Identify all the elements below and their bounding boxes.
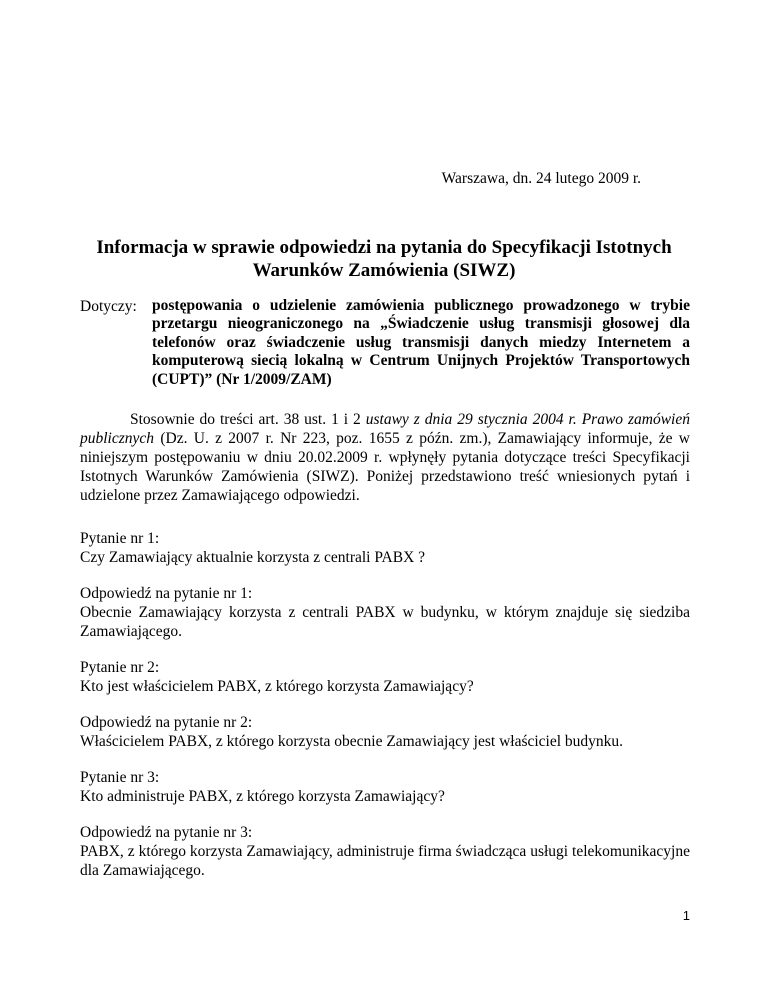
title-line-2: Warunków Zamówienia (SIWZ) xyxy=(252,260,516,281)
question-1-label: Pytanie nr 1: xyxy=(80,530,160,547)
question-1 xyxy=(80,529,690,567)
answer-2-label: Odpowiedź na pytanie nr 2: xyxy=(80,714,253,731)
date-line: Warszawa, dn. 24 lutego 2009 r. xyxy=(441,170,641,187)
document-title xyxy=(90,236,678,282)
answer-2-text: Właścicielem PABX, z którego korzysta obecnie Zamawiający jest właściciel budynku. xyxy=(80,733,624,750)
answer-1-text: Obecnie Zamawiający korzysta z centrali PABX w budynku, w którym znajduje się siedziba Zamawiającego. xyxy=(80,604,690,640)
answer-3-text: PABX, z którego korzysta Zamawiający, administruje firma świadcząca usługi telekomunikacyjne dla Zamawiającego. xyxy=(80,843,690,879)
title-line-1: Informacja w sprawie odpowiedzi na pytania do Specyfikacji Istotnych xyxy=(96,237,672,258)
intro-italic-act: ustawy z dnia 29 stycznia 2004 r. Prawo zamówień publicznych xyxy=(80,411,690,447)
question-2 xyxy=(80,658,690,696)
answer-1 xyxy=(80,584,690,641)
intro-paragraph xyxy=(80,410,690,505)
question-3-label: Pytanie nr 3: xyxy=(80,769,160,786)
subject-block xyxy=(80,297,690,389)
question-2-text: Kto jest właścicielem PABX, z którego korzysta Zamawiający? xyxy=(80,678,474,695)
subject-label: Dotyczy: xyxy=(80,298,137,315)
answer-2 xyxy=(80,713,690,751)
intro-text-part-1: Stosownie do treści art. 38 ust. 1 i 2 xyxy=(130,411,366,428)
answer-3-label: Odpowiedź na pytanie nr 3: xyxy=(80,824,253,841)
subject-text: postępowania o udzielenie zamówienia publicznego prowadzonego w trybie przetargu nieograniczonego na „Świadczenie usług transmisji głosowej dla telefonów oraz świadczenie usług transmisji danych miedzy Internetem a komputerową siecią lokalną w Centrum Unijnych Projektów Transportowych (CUPT)” (Nr 1/2009/ZAM) xyxy=(152,297,690,388)
intro-text-part-2: (Dz. U. z 2007 r. Nr 223, poz. 1655 z późn. zm.), Zamawiający informuje, że w niniejszym postępowaniu w dniu 20.02.2009 r. wpłynęły pytania dotyczące treści Specyfikacji Istotnych Warunków Zamówienia (SIWZ). Poniżej przedstawiono treść wniesionych pytań i udzielone przez Zamawiającego odpowiedzi. xyxy=(80,430,690,504)
question-3 xyxy=(80,768,690,806)
question-1-text: Czy Zamawiający aktualnie korzysta z centrali PABX ? xyxy=(80,549,426,566)
answer-1-label: Odpowiedź na pytanie nr 1: xyxy=(80,585,253,602)
answer-3 xyxy=(80,823,690,880)
question-2-label: Pytanie nr 2: xyxy=(80,659,160,676)
question-3-text: Kto administruje PABX, z którego korzysta Zamawiający? xyxy=(80,788,445,805)
page-number: 1 xyxy=(682,908,690,923)
